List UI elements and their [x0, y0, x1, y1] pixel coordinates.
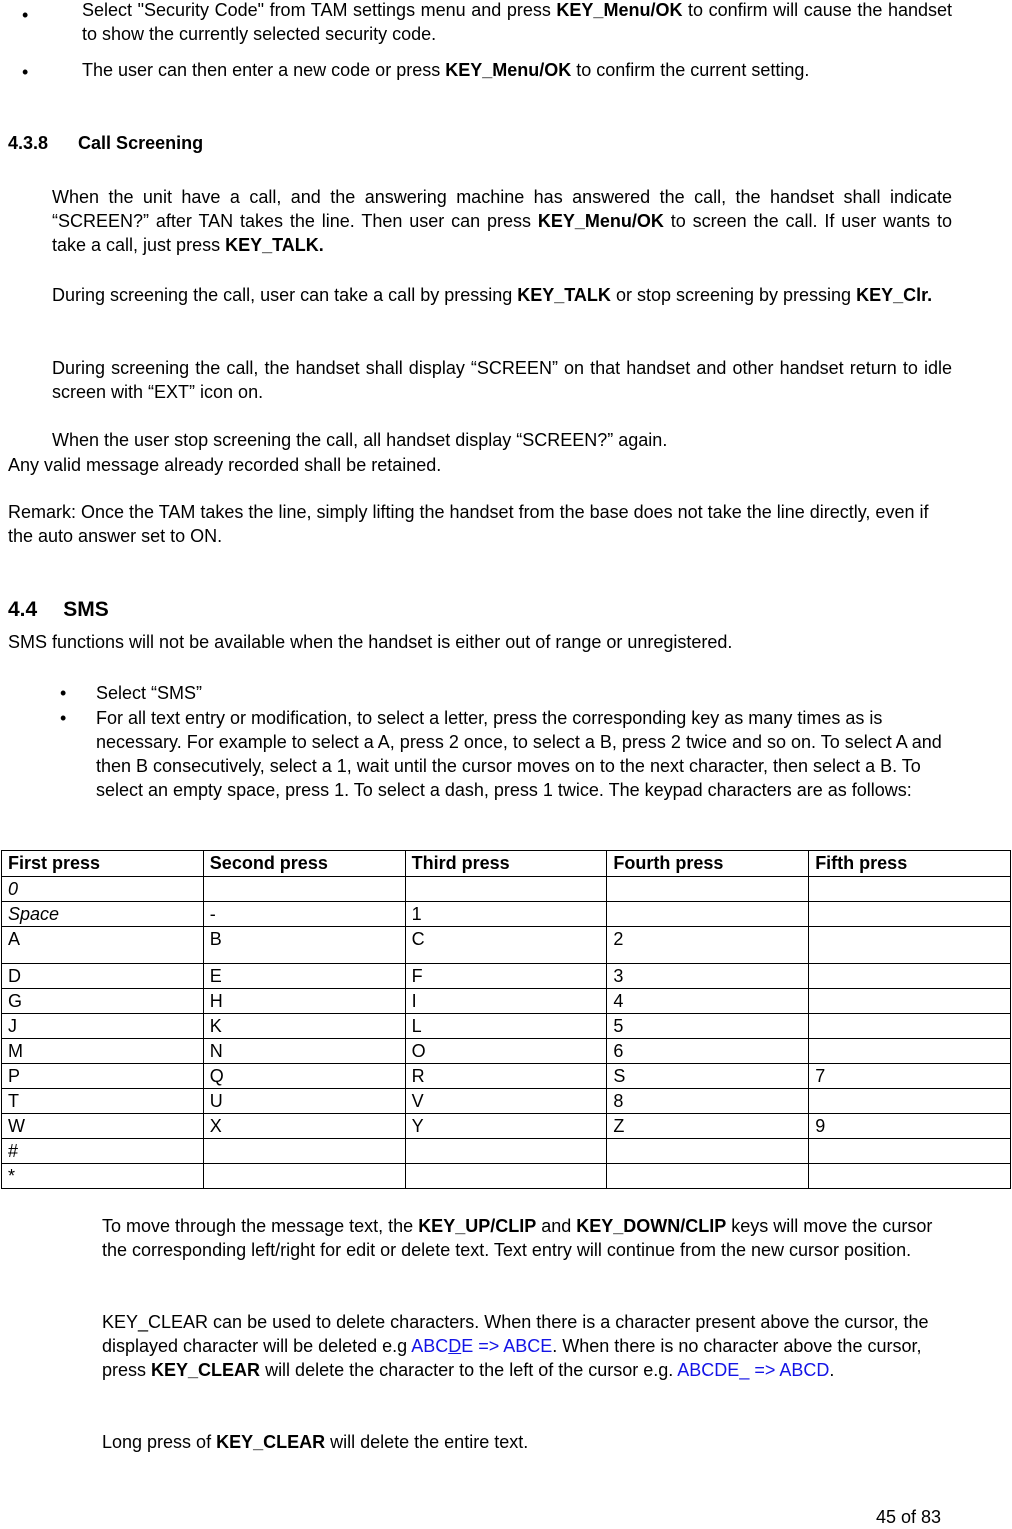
table-cell: *	[2, 1164, 204, 1189]
table-cell: M	[2, 1039, 204, 1064]
paragraph: Remark: Once the TAM takes the line, simply lifting the handset from the base does not take the line directly, even if the auto answer set to ON.	[8, 502, 929, 546]
table-cell	[405, 1139, 607, 1164]
bullet-icon: •	[60, 708, 67, 728]
paragraph: When the user stop screening the call, all handset display “SCREEN?” again.	[52, 430, 668, 450]
table-cell: G	[2, 989, 204, 1014]
table-cell: H	[203, 989, 405, 1014]
bullet-text: Select "Security Code" from TAM settings menu and press KEY_Menu/OK to confirm will cause the handset to show the currently selected security code.	[82, 0, 952, 44]
keypad-table	[1, 850, 1011, 1189]
table-cell	[607, 902, 809, 927]
table-cell	[809, 1039, 1011, 1064]
table-cell: S	[607, 1064, 809, 1089]
table-cell: 7	[809, 1064, 1011, 1089]
table-cell	[809, 1014, 1011, 1039]
table-cell: E	[203, 964, 405, 989]
table-row	[2, 1039, 1011, 1064]
paragraph: SMS functions will not be available when the handset is either out of range or unregistered.	[8, 632, 733, 652]
table-cell: 4	[607, 989, 809, 1014]
table-cell	[809, 902, 1011, 927]
paragraph: Long press of KEY_CLEAR will delete the entire text.	[102, 1432, 529, 1452]
table-cell: 1	[405, 902, 607, 927]
section-heading: 4.3.8 Call Screening	[8, 133, 204, 153]
table-cell	[809, 927, 1011, 964]
table-cell: J	[2, 1014, 204, 1039]
table-cell: L	[405, 1014, 607, 1039]
column-header: Fourth press	[607, 851, 809, 877]
table-cell: Q	[203, 1064, 405, 1089]
table-cell: P	[2, 1064, 204, 1089]
section-heading: 4.4 SMS	[8, 598, 109, 621]
paragraph: KEY_CLEAR can be used to delete characters. When there is a character present above the cursor, the displayed character will be deleted e.g ABCDE => ABCE. When there is no character above the cursor, press KEY_CLEAR will delete the character to the left of the cursor e.g. ABCDE_ => ABCD.	[102, 1312, 929, 1380]
table-cell: -	[203, 902, 405, 927]
paragraph: Any valid message already recorded shall be retained.	[8, 455, 442, 475]
table-row	[2, 964, 1011, 989]
table-cell: U	[203, 1089, 405, 1114]
table-row	[2, 1089, 1011, 1114]
bullet-icon: •	[22, 5, 29, 25]
table-cell: 8	[607, 1089, 809, 1114]
table-cell	[607, 1139, 809, 1164]
table-cell: F	[405, 964, 607, 989]
paragraph: When the unit have a call, and the answering machine has answered the call, the handset shall indicate “SCREEN?” after TAN takes the line. Then user can press KEY_Menu/OK to screen the call. If user wants to take a call, just press KEY_TALK.	[52, 187, 952, 255]
table-cell	[809, 877, 1011, 902]
table-cell	[405, 877, 607, 902]
table-cell	[203, 877, 405, 902]
paragraph: To move through the message text, the KEY_UP/CLIP and KEY_DOWN/CLIP keys will move the cursor the corresponding left/right for edit or delete text. Text entry will continue from the new cursor position.	[102, 1216, 933, 1260]
table-cell: C	[405, 927, 607, 964]
table-cell	[203, 1139, 405, 1164]
table-cell	[607, 877, 809, 902]
table-cell: #	[2, 1139, 204, 1164]
table-cell	[809, 1089, 1011, 1114]
table-cell	[405, 1164, 607, 1189]
table-cell	[809, 1164, 1011, 1189]
table-row	[2, 1139, 1011, 1164]
table-row	[2, 989, 1011, 1014]
table-cell: W	[2, 1114, 204, 1139]
column-header: Fifth press	[809, 851, 1011, 877]
table-cell: R	[405, 1064, 607, 1089]
table-cell: Z	[607, 1114, 809, 1139]
column-header: Second press	[203, 851, 405, 877]
table-cell	[607, 1164, 809, 1189]
table-row	[2, 1014, 1011, 1039]
table-cell: N	[203, 1039, 405, 1064]
table-row	[2, 902, 1011, 927]
table-row	[2, 877, 1011, 902]
table-cell: D	[2, 964, 204, 989]
bullet-text: Select “SMS”	[96, 683, 203, 703]
table-header-row	[2, 851, 1011, 877]
bullet-icon: •	[60, 683, 67, 703]
table-cell: A	[2, 927, 204, 964]
paragraph: During screening the call, the handset shall display “SCREEN” on that handset and other handset return to idle screen with “EXT” icon on.	[52, 358, 952, 402]
table-cell	[809, 989, 1011, 1014]
page-number: 45 of 83	[876, 1507, 942, 1527]
table-cell: T	[2, 1089, 204, 1114]
table-row	[2, 927, 1011, 964]
bullet-text: The user can then enter a new code or press KEY_Menu/OK to confirm the current setting.	[82, 60, 810, 80]
table-cell: I	[405, 989, 607, 1014]
example-text: ABCDE_ => ABCD	[677, 1360, 830, 1380]
table-cell: Y	[405, 1114, 607, 1139]
column-header: First press	[2, 851, 204, 877]
table-cell: 3	[607, 964, 809, 989]
table-cell: 6	[607, 1039, 809, 1064]
table-cell	[809, 964, 1011, 989]
table-cell	[809, 1139, 1011, 1164]
table-row	[2, 1114, 1011, 1139]
bullet-icon: •	[22, 62, 29, 82]
table-cell: 5	[607, 1014, 809, 1039]
table-cell	[203, 1164, 405, 1189]
table-row	[2, 1064, 1011, 1089]
table-cell: Space	[2, 902, 204, 927]
table-cell: V	[405, 1089, 607, 1114]
paragraph: During screening the call, user can take a call by pressing KEY_TALK or stop screening by pressing KEY_Clr.	[52, 285, 933, 305]
table-cell: 9	[809, 1114, 1011, 1139]
column-header: Third press	[405, 851, 607, 877]
bullet-text: For all text entry or modification, to select a letter, press the corresponding key as many times as is necessary. For example to select a A, press 2 once, to select a B, press 2 twice and so on. To select A and then B consecutively, select a 1, wait until the cursor moves on to the next character, then select a B. To select an empty space, press 1. To select a dash, press 1 twice. The keypad characters are as follows:	[96, 708, 942, 800]
table-row	[2, 1164, 1011, 1189]
table-cell: B	[203, 927, 405, 964]
table-cell: 0	[2, 877, 204, 902]
example-text: ABCDE => ABCE	[411, 1336, 553, 1356]
table-cell: K	[203, 1014, 405, 1039]
table-cell: X	[203, 1114, 405, 1139]
table-cell: O	[405, 1039, 607, 1064]
table-cell: 2	[607, 927, 809, 964]
